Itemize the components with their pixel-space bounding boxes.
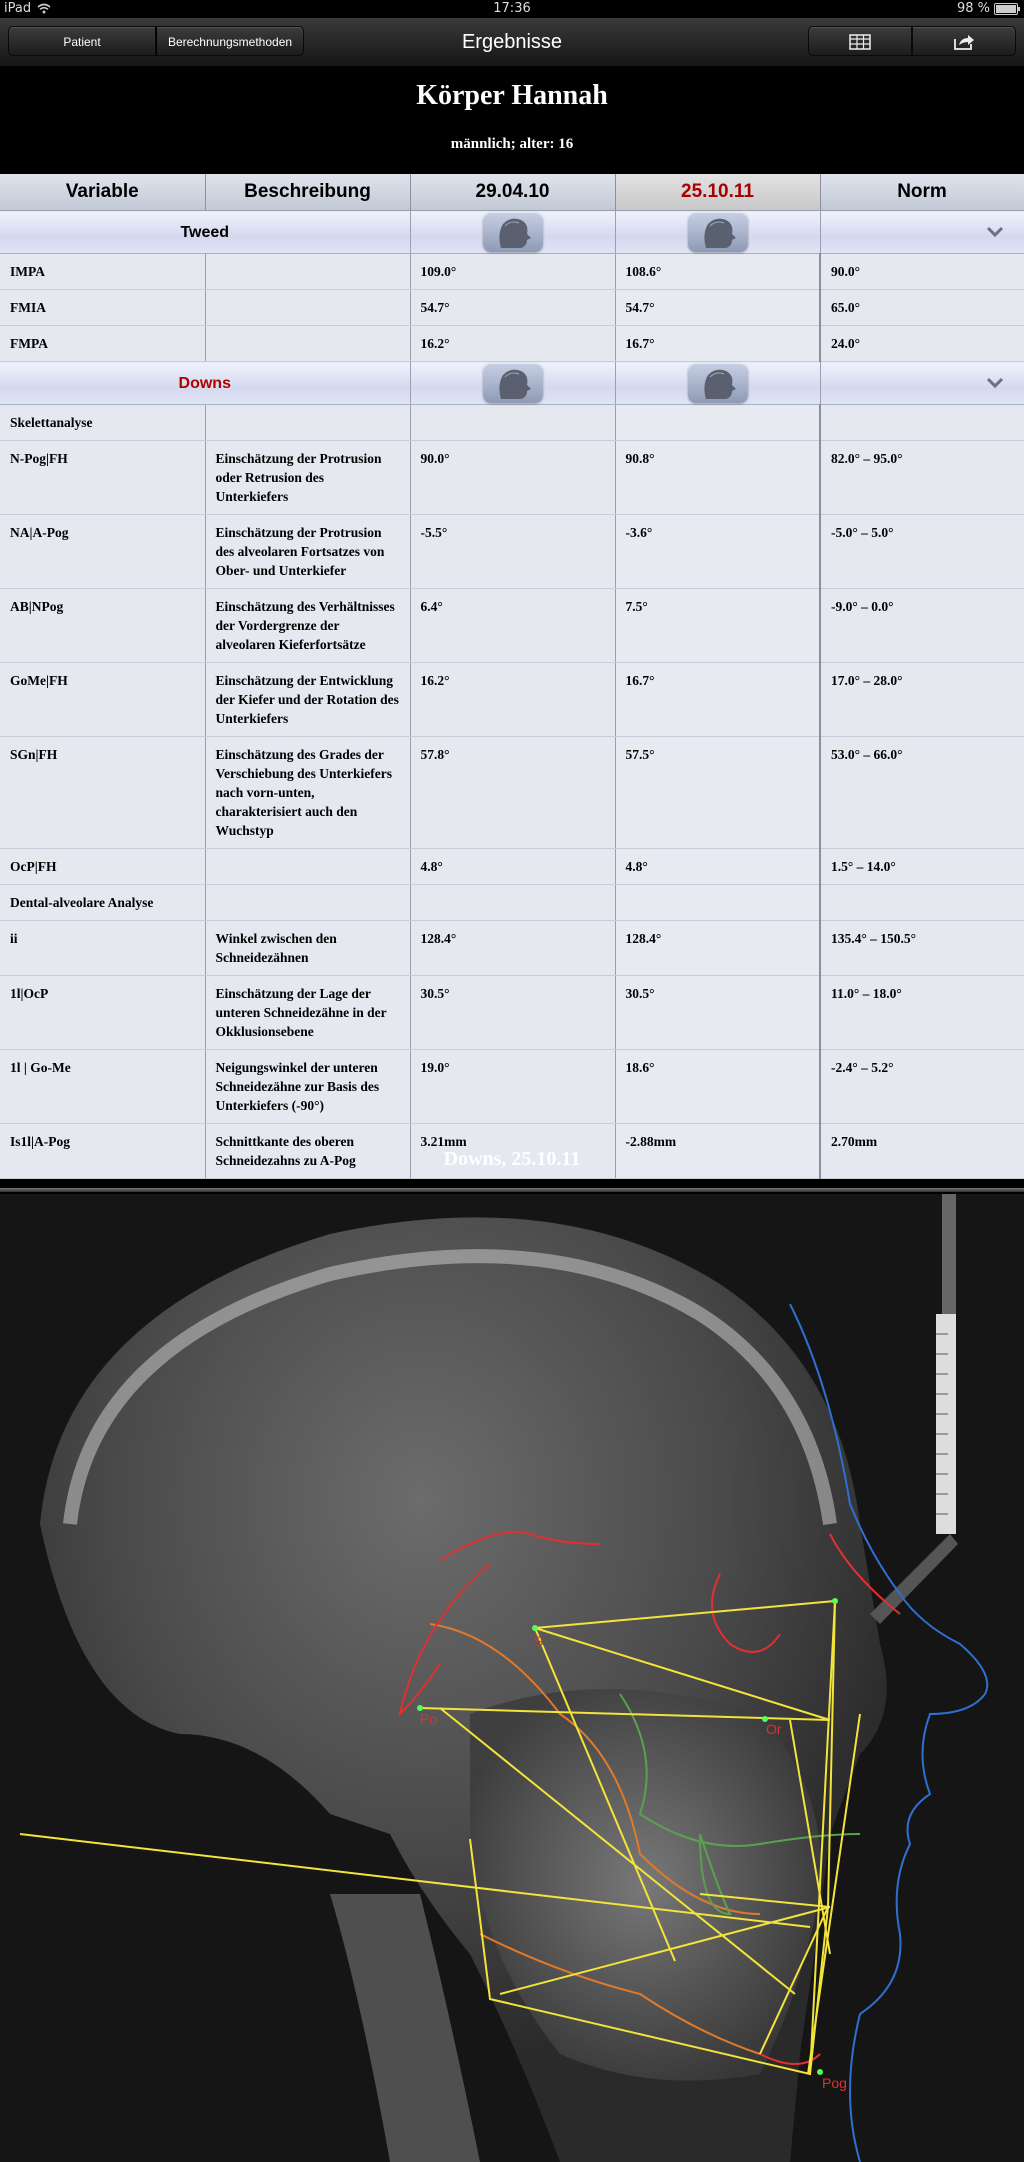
description-cell: Einschätzung der Protrusion oder Retrusion des Unterkiefers <box>205 441 410 515</box>
head-icon <box>696 214 740 250</box>
norm-cell: -5.0° – 5.0° <box>820 515 1024 589</box>
date-2-head-button-cell <box>615 211 820 254</box>
description-cell <box>205 849 410 885</box>
value-date-2-cell: 4.8° <box>615 849 820 885</box>
variable-cell: FMPA <box>0 326 205 362</box>
variable-cell: FMIA <box>0 290 205 326</box>
group-label: Tweed <box>0 211 410 254</box>
table-row <box>0 589 1024 663</box>
value-date-2-cell: 30.5° <box>615 976 820 1050</box>
description-cell <box>205 326 410 362</box>
date-1-head-button-cell <box>410 362 615 405</box>
head-view-button[interactable] <box>483 212 543 252</box>
patient-name: Körper Hannah <box>416 80 608 111</box>
norm-cell: 53.0° – 66.0° <box>820 737 1024 849</box>
patient-tab[interactable]: Patient <box>8 26 156 56</box>
variable-cell: N-Pog|FH <box>0 441 205 515</box>
table-row <box>0 290 1024 326</box>
norm-cell: 11.0° – 18.0° <box>820 976 1024 1050</box>
table-row <box>0 849 1024 885</box>
page-title: Ergebnisse <box>461 31 563 53</box>
variable-cell: GoMe|FH <box>0 663 205 737</box>
value-date-1-cell: 90.0° <box>410 441 615 515</box>
value-date-1-cell: 109.0° <box>410 254 615 290</box>
chevron-down-icon <box>986 377 1004 389</box>
table-row <box>0 1050 1024 1124</box>
description-cell <box>205 254 410 290</box>
results-table <box>0 174 1024 1179</box>
table-row <box>0 254 1024 290</box>
head-view-button[interactable] <box>688 363 748 403</box>
value-date-2-cell: 16.7° <box>615 326 820 362</box>
group-row-downs[interactable] <box>0 362 1024 405</box>
description-cell: Einschätzung der Lage der unteren Schneidezähne in der Okklusionsebene <box>205 976 410 1050</box>
collapse-toggle[interactable] <box>820 211 1024 254</box>
head-view-button[interactable] <box>688 212 748 252</box>
description-cell: Einschätzung des Grades der Verschiebung des Unterkiefers nach vorn-unten, charakterisiert auch den Wuchstyp <box>205 737 410 849</box>
norm-cell: 82.0° – 95.0° <box>820 441 1024 515</box>
value-date-2-cell: 128.4° <box>615 921 820 976</box>
value-date-1-cell: 16.2° <box>410 326 615 362</box>
table-row <box>0 405 1024 441</box>
group-label: Downs <box>0 362 410 405</box>
landmark-label: S <box>534 1633 544 1649</box>
value-date-1-cell: 16.2° <box>410 663 615 737</box>
description-cell <box>205 405 410 441</box>
column-header-date-2[interactable]: 25.10.11 <box>615 174 820 211</box>
variable-cell: 1l | Go-Me <box>0 1050 205 1124</box>
variable-cell: 1l|OcP <box>0 976 205 1050</box>
head-icon <box>696 365 740 401</box>
share-icon <box>953 33 975 51</box>
navigation-bar <box>0 18 1024 67</box>
value-date-2-cell: 16.7° <box>615 663 820 737</box>
value-date-1-cell: 3.21mm <box>410 1124 615 1179</box>
table-row <box>0 737 1024 849</box>
value-date-1-cell: 57.8° <box>410 737 615 849</box>
table-icon <box>849 34 871 50</box>
battery-percent: 98 % <box>956 1 990 16</box>
value-date-2-cell: -2.88mm <box>615 1124 820 1179</box>
group-row-tweed[interactable] <box>0 211 1024 254</box>
column-header-variable: Variable <box>0 174 205 211</box>
table-row <box>0 326 1024 362</box>
description-cell <box>205 885 410 921</box>
variable-cell: ii <box>0 921 205 976</box>
norm-cell: -9.0° – 0.0° <box>820 589 1024 663</box>
norm-cell <box>820 405 1024 441</box>
value-date-2-cell: 18.6° <box>615 1050 820 1124</box>
description-cell: Einschätzung der Protrusion des alveolaren Fortsatzes von Ober- und Unterkiefer <box>205 515 410 589</box>
value-date-1-cell: 128.4° <box>410 921 615 976</box>
head-icon <box>491 214 535 250</box>
variable-cell: OcP|FH <box>0 849 205 885</box>
patient-info: männlich; alter: 16 <box>450 136 574 152</box>
battery-icon <box>994 3 1018 15</box>
norm-cell: 1.5° – 14.0° <box>820 849 1024 885</box>
share-button[interactable] <box>912 26 1016 56</box>
variable-cell: Skelettanalyse <box>0 405 205 441</box>
value-date-2-cell: 57.5° <box>615 737 820 849</box>
value-date-2-cell: 90.8° <box>615 441 820 515</box>
cephalometric-xray[interactable] <box>0 1194 1024 2162</box>
divider <box>0 1188 1024 1192</box>
landmark-label: Pog <box>822 2075 847 2091</box>
value-date-1-cell: 54.7° <box>410 290 615 326</box>
value-date-1-cell <box>410 885 615 921</box>
value-date-2-cell <box>615 405 820 441</box>
landmark-label: Or <box>766 1721 782 1737</box>
description-cell <box>205 290 410 326</box>
value-date-2-cell: -3.6° <box>615 515 820 589</box>
value-date-1-cell: -5.5° <box>410 515 615 589</box>
column-header-date-1[interactable]: 29.04.10 <box>410 174 615 211</box>
device-label: iPad <box>4 1 32 16</box>
value-date-1-cell: 30.5° <box>410 976 615 1050</box>
variable-cell: Is1l|A-Pog <box>0 1124 205 1179</box>
variable-cell: NA|A-Pog <box>0 515 205 589</box>
value-date-1-cell: 4.8° <box>410 849 615 885</box>
norm-cell: 24.0° <box>820 326 1024 362</box>
norm-cell: -2.4° – 5.2° <box>820 1050 1024 1124</box>
value-date-2-cell: 108.6° <box>615 254 820 290</box>
value-date-2-cell <box>615 885 820 921</box>
value-date-2-cell: 54.7° <box>615 290 820 326</box>
norm-cell: 65.0° <box>820 290 1024 326</box>
variable-cell: SGn|FH <box>0 737 205 849</box>
date-2-head-button-cell <box>615 362 820 405</box>
table-row <box>0 885 1024 921</box>
head-icon <box>491 365 535 401</box>
head-view-button[interactable] <box>483 363 543 403</box>
table-row <box>0 515 1024 589</box>
value-date-1-cell: 6.4° <box>410 589 615 663</box>
chevron-down-icon <box>986 226 1004 238</box>
xray-caption: Downs, 25.10.11 <box>443 1148 581 1170</box>
table-row <box>0 663 1024 737</box>
table-view-button[interactable] <box>808 26 912 56</box>
variable-cell: Dental-alveolare Analyse <box>0 885 205 921</box>
calculation-methods-tab[interactable]: Berechnungsmethoden <box>156 26 304 56</box>
status-time: 17:36 <box>493 1 531 16</box>
description-cell: Schnittkante des oberen Schneidezahns zu A-Pog <box>205 1124 410 1179</box>
norm-cell <box>820 885 1024 921</box>
variable-cell: IMPA <box>0 254 205 290</box>
column-header-norm: Norm <box>820 174 1024 211</box>
value-date-2-cell: 7.5° <box>615 589 820 663</box>
value-date-1-cell <box>410 405 615 441</box>
norm-cell: 135.4° – 150.5° <box>820 921 1024 976</box>
norm-cell: 2.70mm <box>820 1124 1024 1179</box>
column-header-description: Beschreibung <box>205 174 410 211</box>
status-bar <box>0 0 1024 18</box>
table-row <box>0 441 1024 515</box>
date-1-head-button-cell <box>410 211 615 254</box>
description-cell: Neigungswinkel der unteren Schneidezähne zur Basis des Unterkiefers (-90°) <box>205 1050 410 1124</box>
landmark-label: Po <box>420 1711 438 1727</box>
description-cell: Einschätzung der Entwicklung der Kiefer und der Rotation des Unterkiefers <box>205 663 410 737</box>
variable-cell: AB|NPog <box>0 589 205 663</box>
collapse-toggle[interactable] <box>820 362 1024 405</box>
description-cell: Winkel zwischen den Schneidezähnen <box>205 921 410 976</box>
table-header-row <box>0 174 1024 211</box>
value-date-1-cell: 19.0° <box>410 1050 615 1124</box>
norm-cell: 17.0° – 28.0° <box>820 663 1024 737</box>
description-cell: Einschätzung des Verhältnisses der Vordergrenze der alveolaren Kieferfortsätze <box>205 589 410 663</box>
table-row <box>0 976 1024 1050</box>
table-row <box>0 921 1024 976</box>
norm-cell: 90.0° <box>820 254 1024 290</box>
